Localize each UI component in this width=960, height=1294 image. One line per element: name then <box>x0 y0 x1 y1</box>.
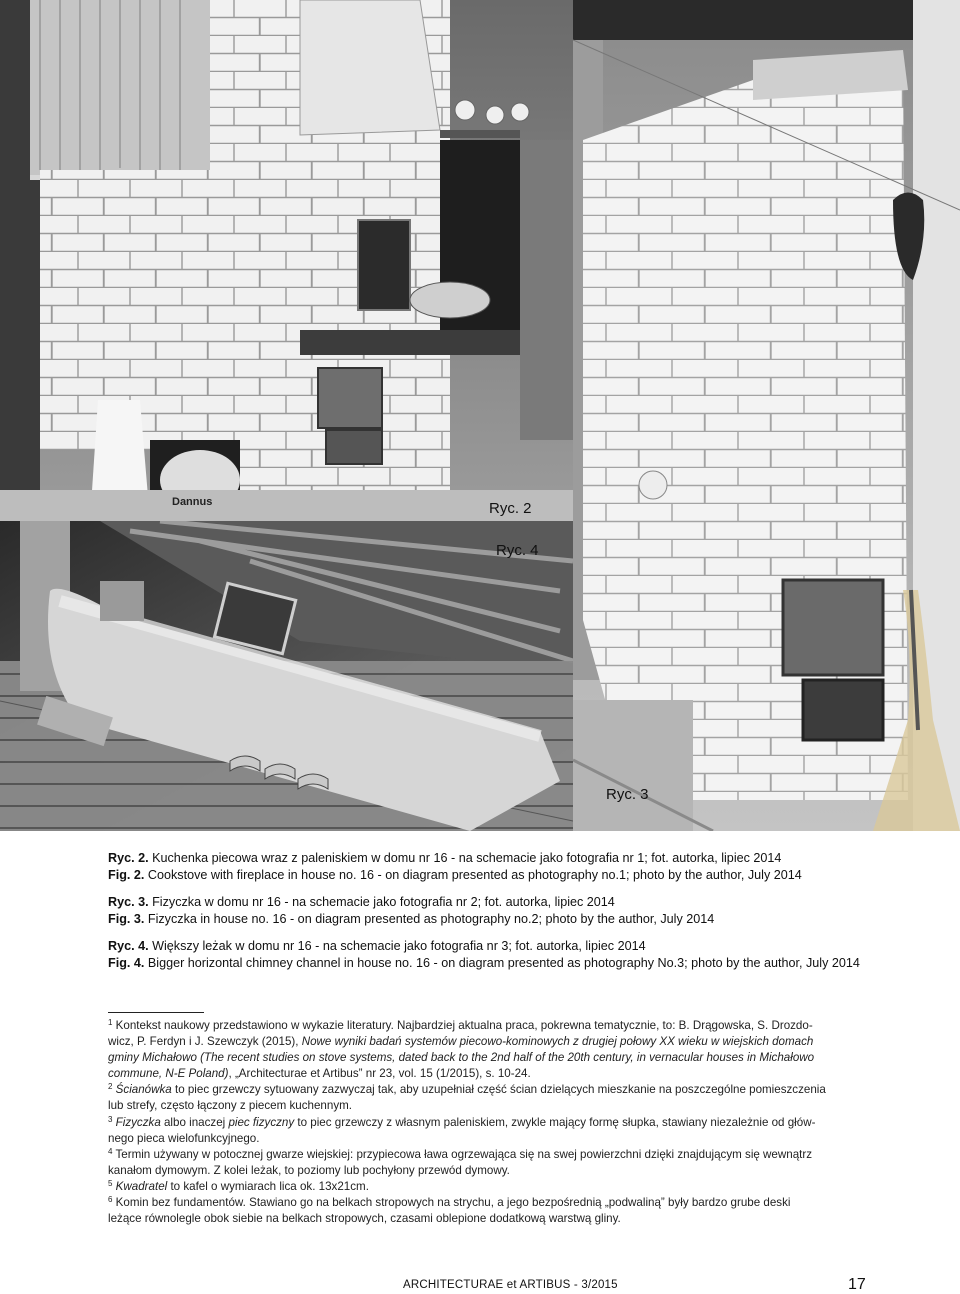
caption-tag: Fig. 2. <box>108 868 145 883</box>
footnotes <box>108 1018 868 1227</box>
page-number: 17 <box>848 1276 866 1293</box>
photo-fizyczka-stove <box>573 0 960 831</box>
footnote-5 <box>108 1179 868 1195</box>
caption-ryc2 <box>108 850 868 885</box>
caption-tag: Ryc. 3. <box>108 894 149 909</box>
footnote-1-cont <box>108 1066 868 1082</box>
footnote-1 <box>108 1018 868 1034</box>
photo-attic-chimney-channel <box>0 521 573 831</box>
footnote-text: albo inaczej <box>160 1115 229 1129</box>
bucket-label: Dannus <box>172 496 213 508</box>
caption-text: Fizyczka w domu nr 16 - na schemacie jako fotografia nr 2; fot. autorka, lipiec 2014 <box>148 894 615 909</box>
caption-text: Fizyczka in house no. 16 - on diagram presented as photography no.2; photo by the author, July 2014 <box>144 912 715 927</box>
footnote-term: piec fizyczny <box>228 1115 295 1129</box>
footnote-text: to piec grzewczy sytuowany zazwyczaj tak, aby uzupełniał część ścian dzielących mieszkanie na poszczególne pomieszczenia <box>171 1083 826 1097</box>
caption-tag: Ryc. 4. <box>108 938 149 953</box>
caption-ryc2-polish <box>108 850 868 867</box>
footnote-3-cont: nego pieca wielofunkcyjnego. <box>108 1131 260 1145</box>
footnote-6-cont: leżące równolegle obok siebie na belkach stropowych, czasami oblepione dodatkową warstwą gliny. <box>108 1212 621 1226</box>
footnote-number: 6 <box>108 1195 113 1205</box>
footnote-4-cont: kanałom dymowym. Z kolei leżak, to poziomy lub pochyłony przewód dymowy. <box>108 1163 510 1177</box>
caption-ryc2-english <box>108 867 868 884</box>
footnote-text: Komin bez fundamentów. Stawiano go na belkach stropowych na strychu, a jego bezpośrednią „podwaliną” były bardzo grube deski <box>112 1196 791 1210</box>
footnote-title: Nowe wyniki badań systemów piecowo-kominowych z drugiej połowy XX wieku w wiejskich domach <box>301 1035 814 1049</box>
caption-tag: Fig. 4. <box>108 956 145 971</box>
caption-text: Kuchenka piecowa wraz z paleniskiem w domu nr 16 - na schemacie jako fotografia nr 1; fot. autorka, lipiec 2014 <box>148 851 782 865</box>
footnote-number: 2 <box>108 1082 113 1092</box>
figure-label-ryc3: Ryc. 3 <box>606 786 649 803</box>
footnote-3 <box>108 1115 868 1131</box>
footnote-text: to kafel o wymiarach lica ok. 13x21cm. <box>167 1179 369 1193</box>
footnote-1-cont: gminy Michałowo (The recent studies on stove systems, dated back to the 2nd half of the 20th century, in vernacular houses in Michałowo <box>108 1051 815 1065</box>
caption-ryc3-english <box>108 911 868 928</box>
footnote-number: 3 <box>108 1114 113 1124</box>
caption-ryc3 <box>108 894 868 929</box>
footnote-text: Kontekst naukowy przedstawiono w wykazie literatury. Najbardziej aktualna praca, pokrewna tematycznie, to: B. Drągowska, S. Drozdo- <box>112 1019 813 1032</box>
caption-ryc3-polish <box>108 894 868 911</box>
caption-text: Bigger horizontal chimney channel in house no. 16 - on diagram presented as photography No.3; photo by the author, July 2014 <box>144 956 860 971</box>
footnote-6 <box>108 1195 868 1211</box>
caption-ryc4-english <box>108 955 868 972</box>
footnote-number: 1 <box>108 1018 113 1027</box>
figure-captions <box>108 850 868 981</box>
footnote-term: Ścianówka <box>112 1083 172 1097</box>
running-head: ARCHITECTURAE et ARTIBUS - 3/2015 <box>403 1279 618 1291</box>
caption-ryc4-polish <box>108 938 868 955</box>
figure-label-ryc4: Ryc. 4 <box>496 542 539 559</box>
footnote-term: Kwadratel <box>112 1179 168 1193</box>
footnote-text: wicz, P. Ferdyn i J. Szewczyk (2015), <box>108 1035 302 1049</box>
footnote-text: , „Architecturae et Artibus” nr 23, vol. 15 (1/2015), s. 10-24. <box>228 1067 531 1081</box>
footnote-divider <box>108 1012 204 1013</box>
footnote-text: to piec grzewczy z własnym paleniskiem, zwykle mający formę słupka, stawiany niezależnie od głów- <box>294 1115 816 1129</box>
footnote-4 <box>108 1147 868 1163</box>
caption-tag: Ryc. 2. <box>108 851 149 865</box>
footnote-title: commune, N-E Poland) <box>108 1067 229 1081</box>
caption-tag: Fig. 3. <box>108 912 145 927</box>
footnote-term: Fizyczka <box>112 1115 161 1129</box>
figure-label-ryc2: Ryc. 2 <box>489 500 532 517</box>
caption-text: Większy leżak w domu nr 16 - na schemacie jako fotografia nr 3; fot. autorka, lipiec 2014 <box>148 938 646 953</box>
footnote-number: 5 <box>108 1178 113 1188</box>
footnote-2-cont: lub strefy, często łączony z piecem kuchennym. <box>108 1099 353 1113</box>
footnote-text: Termin używany w potocznej gwarze wiejskiej: przypiecowa ława ogrzewająca się na swej powierzchni dzięki znajdującym się wewnątrz <box>112 1147 813 1161</box>
caption-text: Cookstove with fireplace in house no. 16 - on diagram presented as photography no.1; photo by the author, July 2014 <box>144 868 802 883</box>
footnote-1-cont <box>108 1034 868 1050</box>
footnote-2 <box>108 1082 868 1098</box>
caption-ryc4 <box>108 938 868 973</box>
photo-cookstove <box>0 0 573 521</box>
footnote-number: 4 <box>108 1146 113 1156</box>
